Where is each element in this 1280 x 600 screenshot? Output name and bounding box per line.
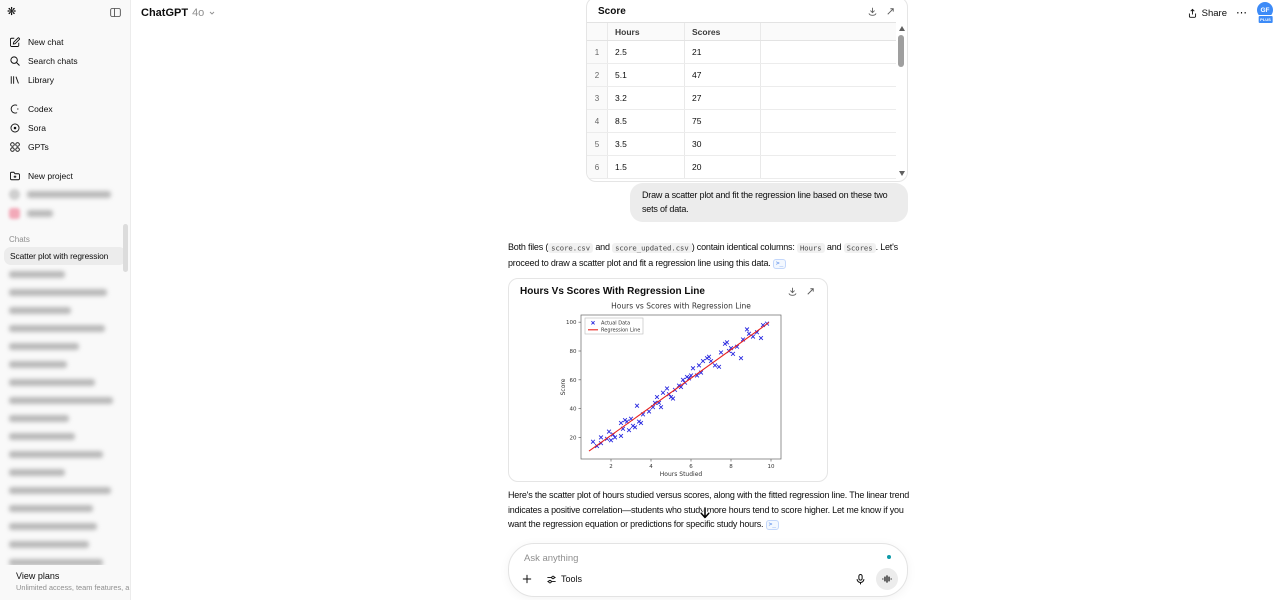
svg-text:Score: Score <box>560 378 567 396</box>
redacted-chat-item[interactable] <box>0 517 130 535</box>
table-cell <box>761 110 896 132</box>
score-table-body <box>587 41 896 179</box>
tools-label: Tools <box>561 574 583 584</box>
tools-button[interactable] <box>546 574 582 585</box>
sliders-icon <box>546 574 557 585</box>
text-run: . Let's proceed to draw a scatter plot and fit a regression line using this data. <box>508 242 898 268</box>
column-header-scores: Scores <box>685 23 761 40</box>
chats-section-label: Chats <box>9 235 30 244</box>
svg-text:Hours vs Scores with Regressio: Hours vs Scores with Regression Line <box>611 301 751 311</box>
sidebar-item-label: GPTs <box>28 141 49 152</box>
table-cell: 30 <box>685 133 761 155</box>
table-cell: 8.5 <box>608 110 685 132</box>
svg-text:80: 80 <box>569 349 577 355</box>
table-cell: 21 <box>685 41 761 63</box>
table-scrollbar-thumb[interactable] <box>898 35 904 67</box>
redacted-chat-item[interactable] <box>0 535 130 553</box>
svg-text:60: 60 <box>569 377 577 384</box>
redacted-chat-item[interactable] <box>0 391 130 409</box>
table-cell: 75 <box>685 110 761 132</box>
download-icon[interactable] <box>867 6 878 17</box>
analysis-citation-badge[interactable]: >_ <box>773 259 786 269</box>
scroll-down-arrow-icon[interactable] <box>899 171 905 176</box>
table-row <box>587 87 896 110</box>
avatar: GF <box>1257 2 1273 18</box>
regression-chart-svg <box>509 299 829 481</box>
svg-text:10: 10 <box>767 464 775 470</box>
svg-text:2: 2 <box>609 464 613 470</box>
redacted-chat-item[interactable] <box>0 265 130 283</box>
table-cell: 1.5 <box>608 156 685 178</box>
waveform-icon <box>881 573 893 585</box>
sidebar-item-new-chat[interactable] <box>0 32 130 51</box>
sidebar-item-label: New chat <box>28 36 64 47</box>
sidebar <box>0 0 131 600</box>
redacted-chat-item[interactable] <box>0 301 130 319</box>
new-project-icon <box>9 170 21 182</box>
composer[interactable] <box>508 543 908 597</box>
svg-text:6: 6 <box>689 464 693 470</box>
text-run: and <box>593 242 613 252</box>
score-table <box>587 22 896 181</box>
view-plans-title: View plans <box>16 571 60 581</box>
redacted-chat-item[interactable] <box>0 427 130 445</box>
library-icon <box>9 74 21 86</box>
sidebar-item-label: New project <box>28 170 73 181</box>
text-run: Both files ( <box>508 242 549 252</box>
table-cell: 3.2 <box>608 87 685 109</box>
sidebar-item-new-project[interactable] <box>0 166 130 185</box>
redacted-chat-item[interactable] <box>0 463 130 481</box>
download-icon[interactable] <box>787 286 798 297</box>
redacted-chat-item[interactable] <box>0 355 130 373</box>
table-cell: 3 <box>587 87 608 109</box>
svg-text:Hours Studied: Hours Studied <box>659 471 703 478</box>
share-icon <box>1187 8 1198 19</box>
table-cell: 5 <box>587 133 608 155</box>
table-cell: 2.5 <box>608 41 685 63</box>
svg-text:Actual Data: Actual Data <box>601 320 631 327</box>
inline-code: score_updated.csv <box>612 243 692 253</box>
codex-icon <box>9 103 21 115</box>
text-run: ) contain identical columns: <box>691 242 797 252</box>
sidebar-item-sora[interactable] <box>0 118 130 137</box>
table-cell: 1 <box>587 41 608 63</box>
table-header-row <box>587 23 896 41</box>
share-button[interactable] <box>1187 8 1227 19</box>
table-cell: 3.5 <box>608 133 685 155</box>
inline-code: Scores <box>844 243 876 253</box>
sora-icon <box>9 122 21 134</box>
redacted-chat-item[interactable] <box>0 337 130 355</box>
project-icon <box>9 189 20 200</box>
redacted-chat-item[interactable] <box>0 319 130 337</box>
sidebar-item-library[interactable] <box>0 70 130 89</box>
table-row <box>587 41 896 64</box>
scroll-up-arrow-icon[interactable] <box>899 26 905 31</box>
redacted-chat-item[interactable] <box>0 481 130 499</box>
project-icon <box>9 208 20 219</box>
table-row <box>587 64 896 87</box>
user-message-bubble: Draw a scatter plot and fit the regression line based on these two sets of data. <box>630 183 908 222</box>
assistant-paragraph <box>508 488 912 532</box>
redacted-chat-item[interactable] <box>0 283 130 301</box>
score-table-card <box>586 0 908 182</box>
sidebar-item-gpts[interactable] <box>0 137 130 156</box>
table-cell: 4 <box>587 110 608 132</box>
table-cell <box>761 64 896 86</box>
sidebar-item-codex[interactable] <box>0 99 130 118</box>
table-row <box>587 110 896 133</box>
expand-icon[interactable] <box>885 6 896 17</box>
redacted-project-item[interactable] <box>0 185 130 204</box>
expand-icon[interactable] <box>805 286 816 297</box>
message-input[interactable]: Ask anything <box>524 553 579 564</box>
mic-icon <box>854 573 867 586</box>
sidebar-item-label: Library <box>28 74 54 85</box>
redacted-chat-item[interactable] <box>0 373 130 391</box>
analysis-citation-badge[interactable]: >_ <box>766 520 779 530</box>
status-dot <box>887 555 891 559</box>
column-header-hours: Hours <box>608 23 685 40</box>
inline-code: score.csv <box>548 243 593 253</box>
assistant-paragraph <box>508 240 912 270</box>
table-cell <box>761 133 896 155</box>
app-title: ChatGPT <box>141 7 189 19</box>
sidebar-scrollbar-thumb[interactable] <box>123 224 128 272</box>
more-options-icon[interactable]: ⋯ <box>1236 7 1248 19</box>
plan-badge: PLUS <box>1257 15 1274 24</box>
sidebar-item-search-chats[interactable] <box>0 51 130 70</box>
redacted-chat-list <box>0 265 130 571</box>
inline-code: Hours <box>797 243 825 253</box>
model-switcher[interactable] <box>141 0 216 26</box>
chart-card-title: Hours Vs Scores With Regression Line <box>520 286 705 297</box>
svg-text:Regression Line: Regression Line <box>601 327 641 334</box>
search-icon <box>9 55 21 67</box>
table-row <box>587 133 896 156</box>
table-scrollbar[interactable] <box>897 24 906 178</box>
table-cell: 20 <box>685 156 761 178</box>
redacted-chat-item[interactable] <box>0 409 130 427</box>
text-run: Here's the scatter plot of hours studied versus scores, along with the fitted regression line. The linear trend indicates a positive correlation—students who study more hours tend to score higher. Let me know if you want the regression equation or predictions for specific study hours. <box>508 490 910 530</box>
table-cell: 27 <box>685 87 761 109</box>
chart-card <box>508 278 828 482</box>
svg-text:20: 20 <box>569 435 577 442</box>
sidebar-chat-item-selected[interactable]: Scatter plot with regression <box>4 247 126 265</box>
sidebar-item-label: Codex <box>28 103 53 114</box>
model-name: 4o <box>192 7 205 19</box>
svg-text:8: 8 <box>729 464 733 470</box>
redacted-chat-item[interactable] <box>0 499 130 517</box>
table-cell: 5.1 <box>608 64 685 86</box>
gpts-icon <box>9 141 21 153</box>
redacted-project-item[interactable] <box>0 204 130 223</box>
mic-button[interactable] <box>854 573 867 586</box>
table-cell <box>761 87 896 109</box>
voice-mode-button[interactable] <box>876 568 898 590</box>
svg-text:4: 4 <box>649 464 653 470</box>
attach-button[interactable] <box>519 571 535 587</box>
sidebar-item-label: Search chats <box>28 55 78 66</box>
sidebar-item-label: Sora <box>28 122 46 133</box>
table-cell: 47 <box>685 64 761 86</box>
text-run: and <box>824 242 844 252</box>
table-card-title: Score <box>598 6 626 17</box>
table-cell <box>761 156 896 178</box>
table-cell: 6 <box>587 156 608 178</box>
table-cell <box>761 41 896 63</box>
redacted-chat-item[interactable] <box>0 445 130 463</box>
svg-text:40: 40 <box>569 406 577 413</box>
table-cell: 2 <box>587 64 608 86</box>
sidebar-toggle-icon[interactable] <box>109 6 122 19</box>
table-row <box>587 156 896 179</box>
view-plans-button[interactable] <box>0 565 130 600</box>
openai-logo-icon: ❋ <box>7 5 17 18</box>
view-plans-subtitle: Unlimited access, team features, a <box>16 583 130 592</box>
account-menu[interactable] <box>1257 2 1274 24</box>
chevron-down-icon <box>208 9 216 17</box>
svg-text:100: 100 <box>566 320 577 327</box>
share-label: Share <box>1201 7 1227 19</box>
new-chat-icon <box>9 36 21 48</box>
plus-icon <box>521 573 533 585</box>
